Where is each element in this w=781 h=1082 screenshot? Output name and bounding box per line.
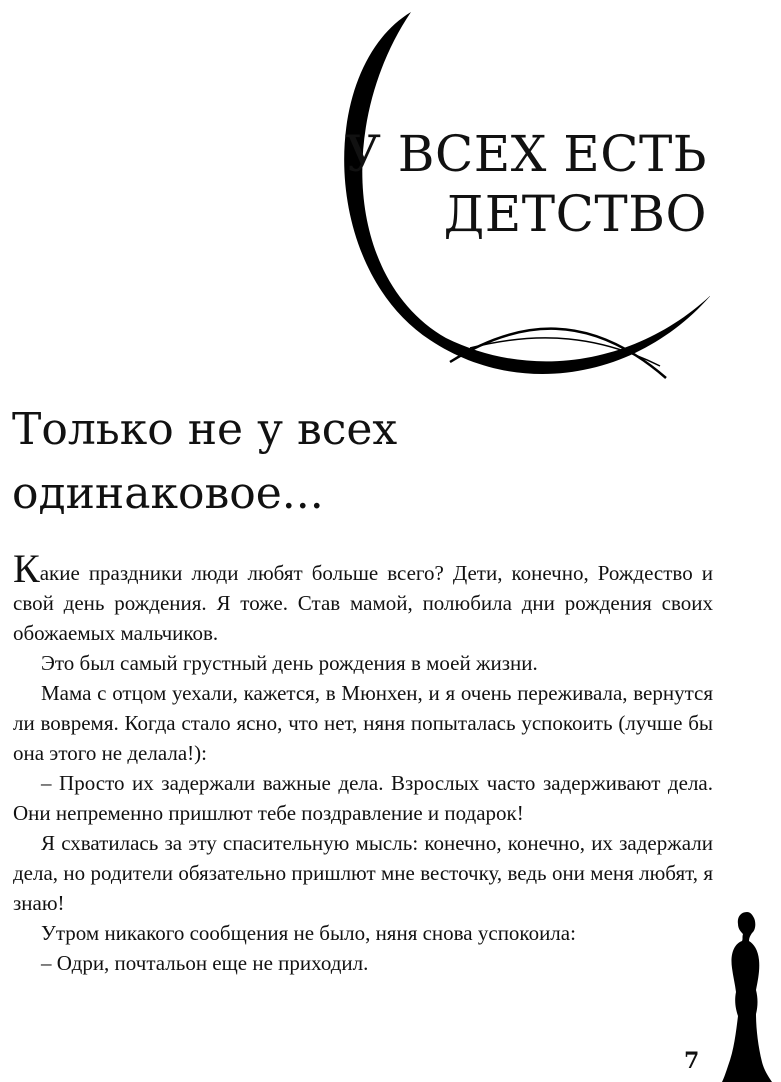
body-text [13, 546, 713, 978]
chapter-title-line-1: У ВСЕХ ЕСТЬ [344, 125, 707, 183]
paragraph-4: – Просто их задержали важные дела. Взрослых часто задерживают дела. Они непременно пришлют тебе поздравление и подарок! [13, 771, 713, 825]
paragraph-7: – Одри, почтальон еще не приходил. [41, 951, 369, 975]
drop-cap: К [13, 546, 40, 591]
woman-silhouette-icon [716, 910, 776, 1082]
chapter-subtitle [12, 398, 397, 526]
paragraph-6: Утром никакого сообщения не было, няня снова успокоила: [41, 921, 576, 945]
page-number: 7 [684, 1048, 700, 1074]
paragraph-2: Это был самый грустный день рождения в моей жизни. [41, 651, 538, 675]
chapter-title [345, 124, 707, 244]
paragraph-5: Я схватилась за эту спасительную мысль: конечно, конечно, их задержали дела, но родители обязательно пришлют мне весточку, ведь они меня любят, я знаю! [13, 831, 713, 915]
paragraph-3: Мама с отцом уехали, кажется, в Мюнхен, и я очень переживала, вернутся ли вовремя. Когда стало ясно, что нет, няня попыталась успокоить (лучше бы она этого не делала!): [13, 681, 713, 765]
subtitle-line-2: одинаковое... [12, 468, 324, 519]
paragraph-1 [13, 546, 713, 648]
chapter-title-line-2: ДЕТСТВО [443, 185, 707, 243]
subtitle-line-1: Только не у всех [12, 404, 398, 455]
paragraph-1-text: акие праздники люди любят больше всего? Дети, конечно, Рождество и свой день рождения. Я тоже. Став мамой, полюбила дни рождения своих обожаемых мальчиков. [13, 561, 713, 645]
